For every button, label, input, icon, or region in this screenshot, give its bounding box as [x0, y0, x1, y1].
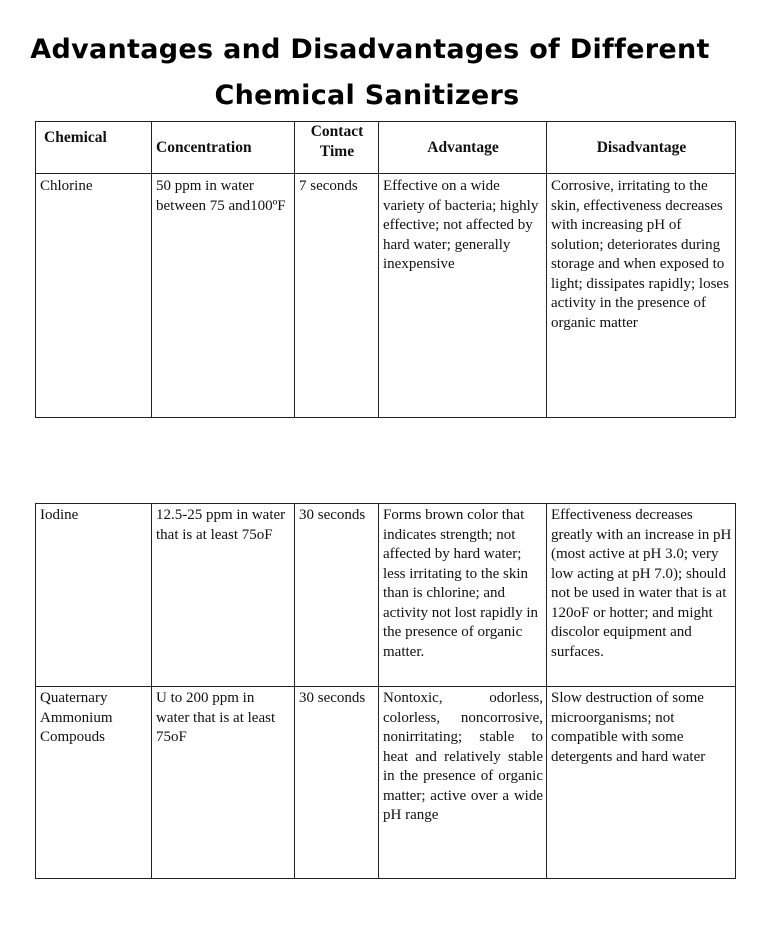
cell-concentration: 12.5-25 ppm in water that is at least 75oF — [152, 504, 295, 687]
cell-chemical: Quaternary Ammonium Compouds — [36, 687, 152, 879]
table-row — [36, 687, 736, 879]
cell-contact-time: 30 seconds — [295, 687, 379, 879]
table-header-row — [36, 122, 736, 174]
sanitizer-table-part-1 — [35, 121, 736, 418]
header-contact-time-line-1: Contact — [310, 123, 364, 140]
cell-advantage: Nontoxic, odorless, colorless, noncorrosive, nonirritating; stable to heat and relatively stable in the presence of organic matter; active over a wide pH range — [379, 687, 547, 879]
header-advantage: Advantage — [379, 122, 547, 174]
cell-disadvantage: Slow destruction of some microorganisms; not compatible with some detergents and hard water — [547, 687, 736, 879]
table-row — [36, 174, 736, 418]
cell-advantage: Forms brown color that indicates strength; not affected by hard water; less irritating to the skin than is chlorine; and activity not lost rapidly in the presence of organic matter. — [379, 504, 547, 687]
cell-disadvantage: Effectiveness decreases greatly with an increase in pH (most active at pH 3.0; very low acting at pH 7.0); should not be used in water that is at 120oF or hotter; and might discolor equipment and surfaces. — [547, 504, 736, 687]
header-concentration: Concentration — [152, 122, 295, 174]
sanitizer-table-part-2 — [35, 503, 736, 879]
table-row — [36, 504, 736, 687]
cell-concentration: U to 200 ppm in water that is at least 75oF — [152, 687, 295, 879]
cell-concentration: 50 ppm in water between 75 and100ºF — [152, 174, 295, 418]
header-contact-time-line-2: Time — [319, 143, 355, 160]
header-disadvantage: Disadvantage — [547, 122, 736, 174]
cell-chemical: Chlorine — [36, 174, 152, 418]
header-contact-time — [295, 122, 379, 174]
cell-contact-time: 30 seconds — [295, 504, 379, 687]
cell-disadvantage: Corrosive, irritating to the skin, effectiveness decreases with increasing pH of solution; deteriorates during storage and when exposed to light; dissipates rapidly; loses activity in the presence of organic matter — [547, 174, 736, 418]
cell-contact-time: 7 seconds — [295, 174, 379, 418]
cell-chemical: Iodine — [36, 504, 152, 687]
page-title-line-2: Chemical Sanitizers — [214, 80, 520, 111]
page-title-line-1: Advantages and Disadvantages of Different — [30, 34, 710, 65]
cell-advantage: Effective on a wide variety of bacteria; highly effective; not affected by hard water; generally inexpensive — [379, 174, 547, 418]
header-chemical: Chemical — [36, 122, 152, 174]
